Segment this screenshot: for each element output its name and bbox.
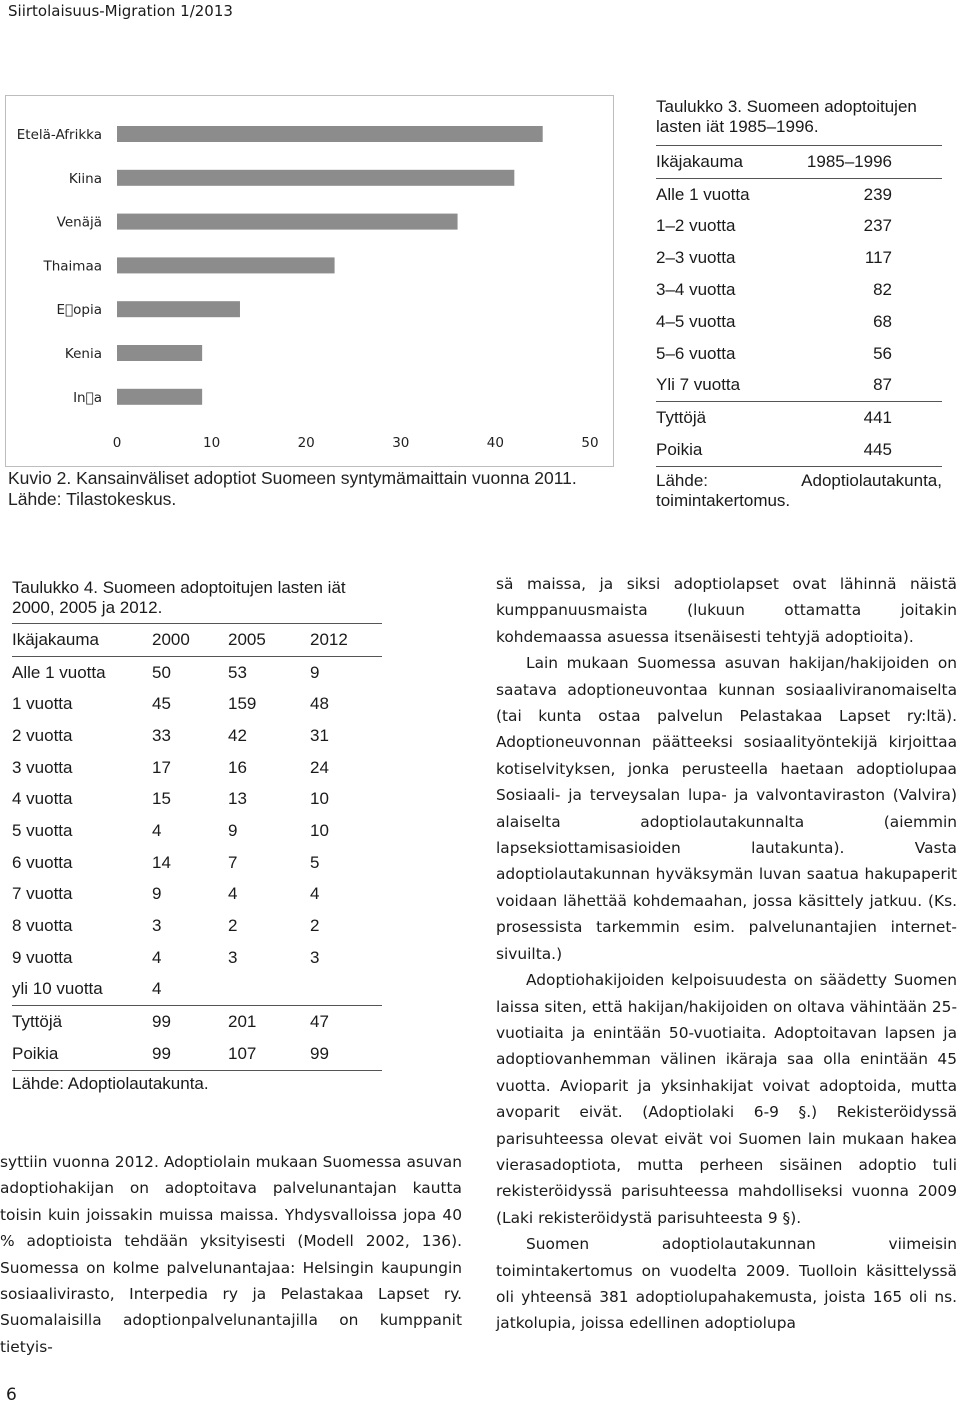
table-cell: 87 [873,375,892,395]
table-cell: 9 [152,884,162,904]
table-cell: 3 vuotta [12,757,73,777]
table-cell: 117 [864,248,892,268]
table4 [12,623,382,1071]
table4-source: Lähde: Adoptiolautakunta. [12,1074,209,1093]
table-cell: 107 [228,1038,310,1070]
table-cell: 3 [152,916,162,936]
table-cell: 3–4 vuotta [656,280,736,300]
table-row [12,910,382,942]
table-row [656,274,942,306]
x-tick-label: 50 [581,435,599,451]
bar [117,214,458,230]
table-row [12,847,382,879]
table-row [12,752,382,784]
table-cell: 31 [310,725,329,745]
table-cell: Tyttöjä [656,402,773,434]
table-cell: 2005 [228,624,310,657]
paragraph: Suomen adoptiolautakunnan viimeisin toimintakertomus on vuodelta 2009. Tuolloin käsittelyssä oli yhteensä 381 adoptiolupahakemusta, joista 165 oli ns. jatkolupia, joissa edellinen adoptiolupa [496,1235,957,1333]
table-cell: 53 [228,662,247,682]
table-cell: 159 [228,694,257,714]
table-cell: 1985–1996 [773,146,942,179]
table-cell: 239 [863,184,892,204]
bar [117,345,202,361]
table-cell: 445 [773,434,942,466]
table-cell: 9 [228,820,238,840]
table-cell: yli 10 vuotta [12,979,103,999]
table-row [12,815,382,847]
bar [117,126,543,142]
table-cell: 4 [152,820,162,840]
table-cell: 10 [310,789,329,809]
table-header-row [656,146,942,179]
category-label: Thaimaa [43,258,102,275]
table-cell: 17 [152,757,171,777]
table-cell: 99 [310,1038,382,1070]
bar [117,170,514,186]
table-cell: 4–5 vuotta [656,311,736,331]
table-cell: 2 [228,916,238,936]
table-row [656,306,942,338]
table-cell: 4 [228,884,238,904]
bar-chart [0,90,620,470]
table-row [656,338,942,370]
paragraph: Adoptiohakijoiden kelpoisuudesta on säädetty Suomen laissa siten, että hakijan/hakijoiden on oltava vähintään 25-vuotiaita ja enintään 50-vuotiaita. Adoptoitavan lapsen ja adoptiovanhemman välinen ikäraja saa olla enintään 45 vuotta. Avioparit ja yksinhakijat voivat adoptoida, mutta avoparit eivät. (Adoptiolaki 6-9 §.) Rekisteröidyssä parisuhteessa olevat eivät voi Suomen lain mukaan hakea vierasadoptiota, mutta perheen sisäinen adoptio tuli rekisteröidyssä parisuhteessa mahdolliseksi vuonna 2009 (Laki rekisteröidystä parisuhteesta 9 §). [496,971,957,1227]
table-row [12,974,382,1006]
category-label: E opia [56,302,102,319]
table-cell: 4 [152,947,162,967]
table-row [12,879,382,911]
table-cell: 3 [228,947,238,967]
table-header-row [12,624,382,657]
body-text-right [496,571,957,1337]
table-cell: Ikäjakauma [656,146,773,179]
table3-title: Taulukko 3. Suomeen adoptoitujen lasten iät 1985–1996. [656,97,917,136]
table4-title: Taulukko 4. Suomeen adoptoitujen lasten iät 2000, 2005 ja 2012. [12,578,346,617]
table-cell: 33 [152,725,171,745]
paragraph: syttiin vuonna 2012. Adoptiolain mukaan Suomessa asuvan adoptiohakijan on adoptoitava palvelunantajan kautta toisin kuin joissakin muissa maissa. Yhdysvalloissa jopa 40 % adoptioista tehdään yksityisesti (Modell 2002, 136). Suomessa on kolme palvelunantajaa: Helsingin kaupungin sosiaalivirasto, Interpedia ry ja Pelastakaa Lapset ry. Suomalaisilla adoptionpalvelunantajilla on kumppanit tietyis- [0,1153,462,1356]
table-cell: 4 [152,979,162,999]
paragraph: Lain mukaan Suomessa asuvan hakijan/hakijoiden on saatava adoptioneuvontaa kunnan sosiaaliviranomaiselta (tai kunta ostaa palvelun Pelastakaa Lapset ry:ltä). Adoptioneuvonnan päätteeksi sosiaalityöntekijä kirjoittaa kotiselvityksen, jonka perusteella haetaan adoptiolupaa Sosiaali- ja terveysalan lupa- ja valvontaviraston (Valvira) alaiselta adoptiolautakunnalta (aiemmin lapseksiottamisasioiden lautakunta). Vasta adoptiolautakunnan hyväksymän luvan saatua hakupaperit voidaan lähettää kohdemaahan, jossa käsittely jatkuu. (Ks. prosessista tarkemmin esim. palvelunantajien internet-sivuilta.) [496,654,957,963]
table-cell: 15 [152,789,171,809]
table-cell: 47 [310,1006,382,1038]
x-tick-label: 40 [486,435,504,451]
table-cell: Tyttöjä [12,1006,152,1038]
table-row [656,370,942,402]
table-row [12,688,382,720]
table-cell: 237 [863,216,892,236]
table-cell: 441 [773,402,942,434]
category-label: Venäjä [56,214,102,231]
table-total-row [656,402,942,434]
table-cell: 4 [310,884,320,904]
table-cell [228,974,310,1006]
table-cell: 48 [310,694,329,714]
table-cell: Alle 1 vuotta [12,662,106,682]
table-cell: 4 vuotta [12,789,73,809]
table-cell: 6 vuotta [12,852,73,872]
table-cell: 68 [873,311,892,331]
table-cell: 8 vuotta [12,916,73,936]
table-cell: 2–3 vuotta [656,248,736,268]
table-cell: 9 [310,662,320,682]
table-cell: 5–6 vuotta [656,343,736,363]
table-cell: 99 [152,1006,228,1038]
table-cell: 10 [310,820,329,840]
table-cell: Alle 1 vuotta [656,184,750,204]
table-cell: Yli 7 vuotta [656,375,741,395]
table-cell: 45 [152,694,171,714]
table-cell: Ikäjakauma [12,624,152,657]
table-row [12,783,382,815]
x-tick-label: 0 [112,435,122,451]
category-label: Kenia [64,346,102,362]
table3 [656,145,942,467]
table-row [656,211,942,243]
table-total-row [656,434,942,466]
table-cell: 50 [152,662,171,682]
table3-source: Lähde: Adoptiolautakunta, toimintakertomus. [656,471,942,510]
table-cell: Poikia [656,434,773,466]
table-cell: 2000 [152,624,228,657]
table-cell: 99 [152,1038,228,1070]
category-label: In a [73,389,102,406]
table-cell: 42 [228,725,247,745]
bar [117,389,202,405]
bar [117,257,335,273]
table-cell: 7 [228,852,238,872]
x-tick-label: 30 [392,435,410,451]
table-cell: 2012 [310,624,382,657]
table-row [12,656,382,688]
table-cell: 1–2 vuotta [656,216,736,236]
running-head: Siirtolaisuus-Migration 1/2013 [8,2,233,20]
table-cell: 5 [310,852,320,872]
table-row [12,942,382,974]
table-cell: 56 [873,343,892,363]
page-number: 6 [6,1385,17,1405]
table-row [656,178,942,210]
table-cell: 1 vuotta [12,694,73,714]
table-cell: 2 [310,916,320,936]
table-cell: Poikia [12,1038,152,1070]
table-total-row [12,1038,382,1070]
x-tick-label: 20 [297,435,315,451]
table-cell: 13 [228,789,247,809]
table-cell: 201 [228,1006,310,1038]
paragraph: sä maissa, ja siksi adoptiolapset ovat lähinnä näistä kumppanuusmaista (lukuun ottamatta joitakin kohdemaassa asuessa itsenäisesti tehtyjä adoptioita). [496,575,957,646]
table-cell: 16 [228,757,247,777]
bar [117,301,240,317]
table-cell: 5 vuotta [12,820,73,840]
table-cell [310,974,382,1006]
table-cell: 82 [873,280,892,300]
table-cell: 7 vuotta [12,884,73,904]
category-label: Etelä-Afrikka [16,127,102,143]
table-row [12,720,382,752]
x-tick-label: 10 [203,435,221,451]
category-label: Kiina [68,170,102,187]
table-cell: 2 vuotta [12,725,73,745]
table-cell: 3 [310,947,320,967]
body-text-left [0,1149,462,1360]
table-row [656,242,942,274]
table-total-row [12,1006,382,1038]
table-cell: 9 vuotta [12,947,73,967]
figure-caption: Kuvio 2. Kansainväliset adoptiot Suomeen syntymämaittain vuonna 2011. Lähde: Tilastokeskus. [8,468,577,509]
table-cell: 24 [310,757,329,777]
table-cell: 14 [152,852,171,872]
